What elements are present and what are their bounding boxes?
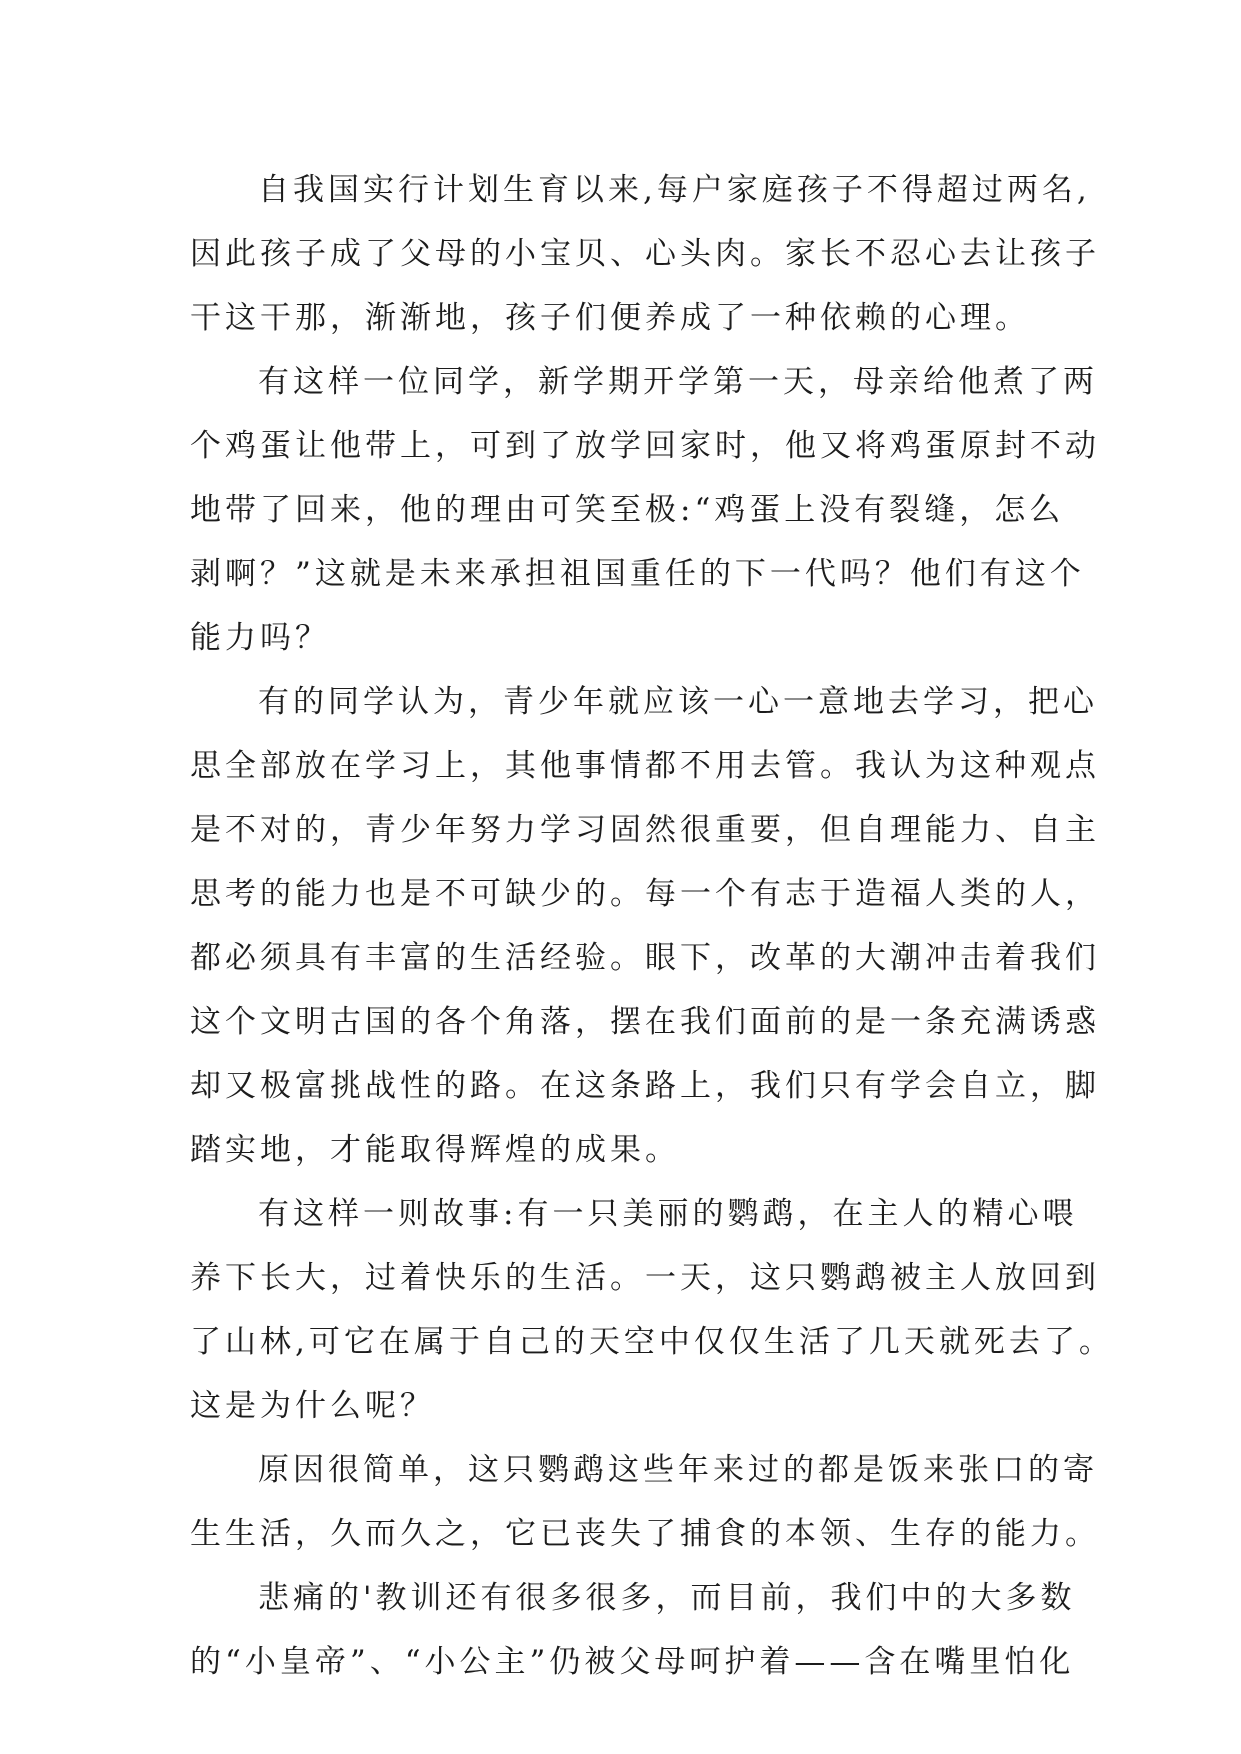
text-line: 自我国实行计划生育以来,每户家庭孩子不得超过两名, bbox=[258, 172, 1091, 208]
text-line: 干这干那，渐渐地，孩子们便养成了一种依赖的心理。 bbox=[190, 300, 1030, 336]
text-line: 有这样一则故事:有一只美丽的鹦鹉，在主人的精心喂 bbox=[258, 1196, 1078, 1232]
text-line: 地带了回来，他的理由可笑至极:“鸡蛋上没有裂缝，怎么 bbox=[190, 492, 1065, 528]
body-text bbox=[190, 158, 1114, 1694]
text-line: 思考的能力也是不可缺少的。每一个有志于造福人类的人， bbox=[190, 876, 1100, 912]
text-line: 有这样一位同学，新学期开学第一天，母亲给他煮了两 bbox=[258, 364, 1098, 400]
text-line: 了山林,可它在属于自己的天空中仅仅生活了几天就死去了。 bbox=[190, 1324, 1114, 1360]
text-line: 悲痛的'教训还有很多很多，而目前，我们中的大多数 bbox=[258, 1580, 1076, 1616]
text-line: 生生活，久而久之，它已丧失了捕食的本领、生存的能力。 bbox=[190, 1516, 1100, 1552]
text-line: 原因很简单，这只鹦鹉这些年来过的都是饭来张口的寄 bbox=[258, 1452, 1098, 1488]
text-line: 个鸡蛋让他带上，可到了放学回家时，他又将鸡蛋原封不动 bbox=[190, 428, 1100, 464]
text-line: 剥啊？”这就是未来承担祖国重任的下一代吗？他们有这个 bbox=[190, 556, 1085, 592]
text-line: 思全部放在学习上，其他事情都不用去管。我认为这种观点 bbox=[190, 748, 1100, 784]
text-line: 这是为什么呢？ bbox=[190, 1388, 435, 1424]
text-line: 都必须具有丰富的生活经验。眼下，改革的大潮冲击着我们 bbox=[190, 940, 1100, 976]
text-line: 因此孩子成了父母的小宝贝、心头肉。家长不忍心去让孩子 bbox=[190, 236, 1100, 272]
text-line: 却又极富挑战性的路。在这条路上，我们只有学会自立，脚 bbox=[190, 1068, 1100, 1104]
text-line: 能力吗？ bbox=[190, 620, 330, 656]
text-line: 这个文明古国的各个角落，摆在我们面前的是一条充满诱惑 bbox=[190, 1004, 1100, 1040]
text-line: 踏实地，才能取得辉煌的成果。 bbox=[190, 1132, 680, 1168]
text-line: 的“小皇帝”、“小公主”仍被父母呵护着——含在嘴里怕化 bbox=[190, 1644, 1075, 1680]
text-line: 是不对的，青少年努力学习固然很重要，但自理能力、自主 bbox=[190, 812, 1100, 848]
text-line: 有的同学认为，青少年就应该一心一意地去学习，把心 bbox=[258, 684, 1098, 720]
text-line: 养下长大，过着快乐的生活。一天，这只鹦鹉被主人放回到 bbox=[190, 1260, 1100, 1296]
